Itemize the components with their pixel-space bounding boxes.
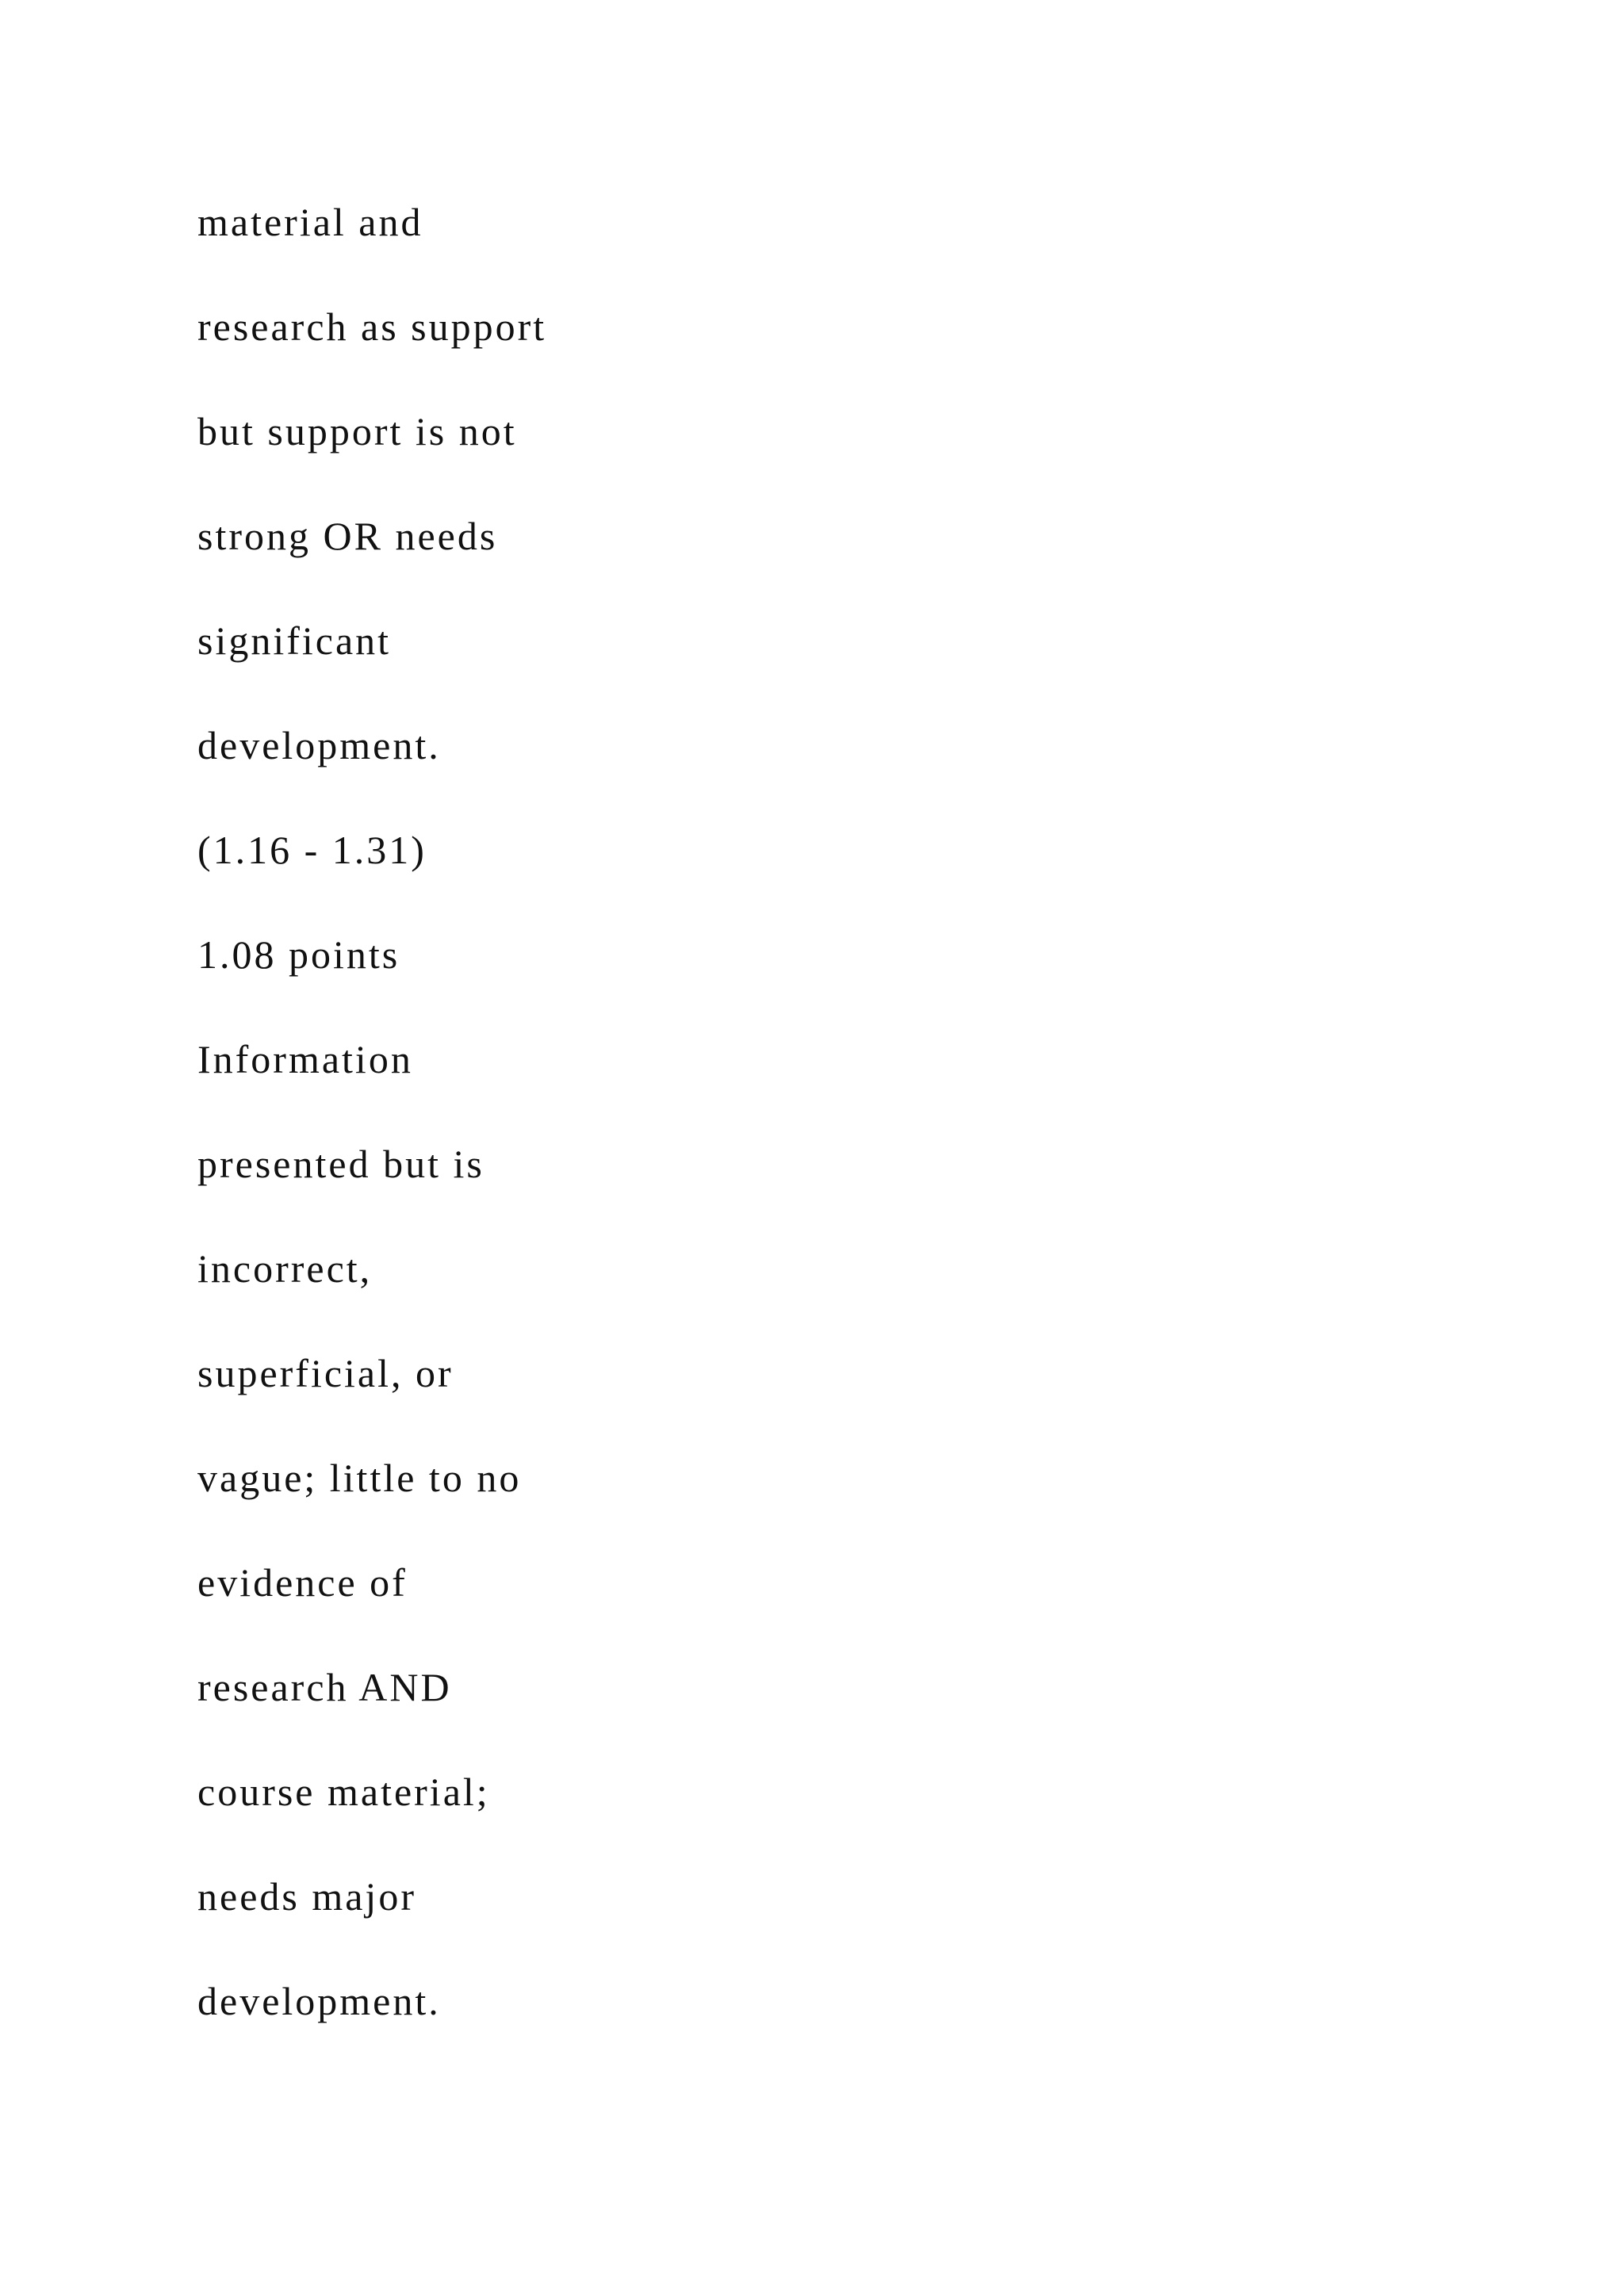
text-line: evidence of <box>197 1560 408 1605</box>
points-value: 1.08 points <box>197 932 400 977</box>
text-line: superficial, or <box>197 1351 454 1395</box>
text-line: development. <box>197 723 441 767</box>
text-line: significant <box>197 618 392 663</box>
text-line: needs major <box>197 1874 416 1919</box>
text-line: Information <box>197 1037 413 1081</box>
text-line: but support is not <box>197 409 517 453</box>
rubric-text-block <box>197 197 1387 2080</box>
text-line: course material; <box>197 1770 490 1814</box>
text-line: research as support <box>197 304 547 349</box>
text-line: incorrect, <box>197 1246 373 1291</box>
text-line: development. <box>197 1979 441 2023</box>
text-line: material and <box>197 200 423 244</box>
text-line: strong OR needs <box>197 514 498 558</box>
score-range: (1.16 - 1.31) <box>197 828 427 872</box>
text-line: research AND <box>197 1665 452 1709</box>
text-line: vague; little to no <box>197 1456 522 1500</box>
text-line: presented but is <box>197 1142 485 1186</box>
